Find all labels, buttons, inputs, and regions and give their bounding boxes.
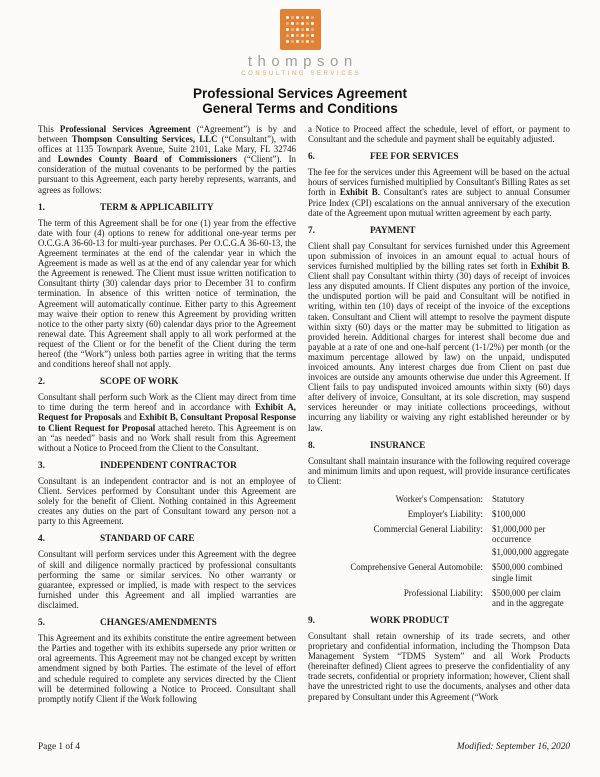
logo-dot — [306, 34, 309, 37]
bold-text-segment: Thompson Consulting Services, LLC — [71, 134, 218, 145]
logo-dot — [286, 28, 289, 31]
logo-dot — [311, 40, 314, 43]
document-title — [0, 86, 600, 116]
section-heading-label: FEE FOR SERVICES — [370, 152, 459, 163]
insurance-row — [308, 562, 570, 582]
section-heading-label: PAYMENT — [370, 225, 416, 236]
insurance-coverage-label: Employer's Liability: — [407, 509, 483, 520]
insurance-table — [308, 494, 570, 608]
body-paragraph — [308, 631, 570, 702]
text-segment: (“Client”). In consideration of the mutual covenants to be performed by the parties pursuant to this Agreement, each party hereby represents, warrants, and agrees as follows: — [38, 154, 296, 195]
logo-dot — [306, 40, 309, 43]
text-segment: (“Agreement”) is by and between — [38, 124, 297, 145]
logo-mark-icon — [280, 9, 321, 50]
insurance-coverage-label: Commercial General Liability: — [373, 524, 483, 535]
logo-dot — [306, 22, 309, 25]
section-heading — [38, 461, 296, 471]
insurance-coverage-label: Professional Liability: — [403, 587, 483, 598]
section-heading-label: CHANGES/AMENDMENTS — [100, 618, 217, 629]
logo-dot — [296, 16, 299, 19]
insurance-coverage-label: Comprehensive General Automobile: — [350, 562, 483, 573]
text-segment: Consultant shall perform such Work as the Client may direct from time to time during the term hereof and in accordance with — [38, 392, 296, 413]
logo-dot — [296, 40, 299, 43]
logo-dot — [301, 34, 304, 37]
bold-text-segment: Exhibit B — [339, 187, 378, 198]
body-paragraph — [38, 392, 296, 453]
section-heading-label: WORK PRODUCT — [370, 615, 449, 626]
logo-dot — [291, 40, 294, 43]
section-heading — [38, 618, 296, 628]
section-heading-label: STANDARD OF CARE — [100, 534, 195, 545]
logo-tagline: CONSULTING SERVICES — [241, 71, 362, 77]
logo-dot — [311, 34, 314, 37]
section-heading — [38, 203, 296, 213]
logo-dot — [301, 40, 304, 43]
logo-dot — [296, 22, 299, 25]
logo-company-name: thompson — [247, 53, 358, 70]
insurance-row — [308, 494, 570, 504]
bold-text-segment: Exhibit B, Consultant Proposal Response to Client Request for Proposal — [38, 412, 296, 433]
section-number: 6. — [308, 152, 315, 163]
logo-dot — [291, 28, 294, 31]
logo-dot — [311, 16, 314, 19]
text-segment: (“Consultant”), with offices at 1135 Townpark Avenue, Suite 2101, Lake Mary, FL 32746 and — [38, 134, 296, 165]
text-segment: This Agreement and its exhibits constitute the entire agreement between the Parties and together with its exhibits supersede any prior written or oral agreements. This Agreement may not be changed except by written amendment signed by both Parties. The estimate of the level of effort and schedule required to complete any services directed by the Client will be determined following a Notice to Proceed. Consultant shall promptly notify Client if the Work following — [38, 633, 296, 704]
modified-date: Modified: September 16, 2020 — [456, 742, 570, 752]
insurance-coverage-value: $500,000 combined single limit — [492, 562, 563, 583]
insurance-coverage-values — [492, 509, 570, 519]
bold-text-segment: Lowndes County Board of Commissioners — [57, 154, 237, 165]
document-header — [0, 0, 600, 116]
section-heading — [308, 616, 570, 626]
section-number: 4. — [38, 534, 45, 545]
section-number: 2. — [38, 377, 45, 388]
logo-dot — [301, 16, 304, 19]
bold-text-segment: Exhibit A, Request for Proposals — [38, 402, 296, 423]
insurance-coverage-value: Statutory — [492, 494, 525, 504]
section-heading — [38, 377, 296, 387]
section-number: 8. — [308, 440, 315, 451]
bold-text-segment: Exhibit B — [530, 261, 568, 272]
right-column — [308, 124, 570, 709]
insurance-coverage-values — [492, 588, 570, 608]
logo-dot — [291, 22, 294, 25]
body-paragraph — [308, 456, 570, 486]
section-heading — [38, 534, 296, 544]
section-heading-label: TERM & APPLICABILITY — [100, 202, 214, 213]
logo-dot — [286, 40, 289, 43]
bold-text-segment: Professional Services Agreement — [59, 124, 191, 134]
insurance-coverage-values — [492, 494, 570, 504]
text-segment: . Client shall pay Consultant within thirty (30) days of receipt of invoices less any disputed amounts. If Client disputes any portion of the invoice, the undisputed portion will be paid and Consultant will be notified in writing, within ten (10) days of receipt of the invoice of the exceptions taken. Consultant and Client will attempt to resolve the payment dispute within sixty (60) days or the matter may be submitted to litigation as provided herein. Additional charges for interest shall become due and payable at a rate of one and one-half percent (1-1/2%) per month (or the maximum percentage allowed by law) on the unpaid, undisputed invoiced amounts. Any interest charges due from Client on past due invoices are outside any amounts otherwise due under this Agreement. If Client fails to pay undisputed invoiced amounts within sixty (60) days after delivery of invoice, Consultant, at its sole discretion, may suspend services hereunder or may initiate collections proceedings, without incurring any liability or waiving any right established hereunder or by law. — [308, 261, 570, 433]
insurance-coverage-value: $100,000 — [492, 509, 526, 520]
body-paragraph — [38, 124, 296, 195]
insurance-coverage-value: $1,000,000 aggregate — [492, 547, 569, 558]
section-number: 3. — [38, 460, 45, 471]
text-segment: a Notice to Proceed affect the schedule, level of effort, or payment to Consultant and the schedule and payment shall be equitably adjusted. — [308, 124, 570, 145]
company-logo — [0, 9, 600, 77]
section-heading — [308, 152, 570, 162]
text-segment: Consultant shall maintain insurance with the following required coverage and minimum limits and upon request, will provide insurance certificates to Client: — [308, 455, 570, 486]
text-segment: attached hereto. This Agreement is on an “as needed” basis and no Work shall result from this Agreement without a Notice to Proceed from the Client to the Consultant. — [38, 422, 296, 453]
text-segment: Consultant will perform services under this Agreement with the degree of skill and diligence normally practiced by professional consultants performing the same or similar services. No other warranty or guarantee, expressed or implied, is made with respect to the services furnished under this Agreement and all implied warranties are disclaimed. — [38, 549, 296, 610]
logo-dot — [301, 22, 304, 25]
logo-dot — [311, 28, 314, 31]
body-paragraph — [38, 633, 296, 704]
insurance-coverage-values — [492, 524, 570, 557]
body-paragraph — [38, 218, 296, 369]
section-heading — [308, 226, 570, 236]
text-segment: Client shall pay Consultant for services furnished under this Agreement upon submission of invoices in an amount equal to actual hours of services furnished multiplied by the billing rates set forth in — [308, 240, 570, 272]
section-heading-label: SCOPE OF WORK — [100, 377, 179, 388]
text-segment: The fee for the services under this Agreement will be based on the actual hours of services furnished multiplied by Consultant's Billing Rates as set forth in — [308, 167, 570, 198]
document-body — [0, 116, 600, 709]
logo-dot — [291, 34, 294, 37]
logo-dot — [286, 16, 289, 19]
document-footer — [38, 742, 570, 752]
section-number: 1. — [38, 202, 45, 213]
text-segment: This — [38, 124, 60, 134]
left-column — [38, 124, 296, 709]
logo-dot — [291, 16, 294, 19]
insurance-row — [308, 524, 570, 557]
logo-dot — [306, 16, 309, 19]
body-paragraph — [308, 124, 570, 144]
insurance-coverage-values — [492, 562, 570, 582]
logo-dot — [311, 22, 314, 25]
text-segment: and — [121, 412, 140, 423]
insurance-coverage-value: $1,000,000 per occurrence — [492, 524, 546, 545]
section-number: 5. — [38, 618, 45, 629]
logo-dot — [301, 28, 304, 31]
section-heading-label: INDEPENDENT CONTRACTOR — [100, 460, 237, 471]
insurance-coverage-value: $500,000 per claim and in the aggregate — [492, 587, 564, 608]
logo-dot — [286, 34, 289, 37]
text-segment: Consultant is an independent contractor and is not an employee of Client. Services performed by Consultant under this Agreement are solely for the benefit of Client. Nothing contained in this Agreement creates any duties on the part of Consultant toward any person not a party to this Agreement. — [38, 475, 296, 527]
document-title-line2: General Terms and Conditions — [202, 101, 398, 116]
text-segment: . Consultant's rates are subject to annual Consumer Price Index (CPI) escalations on the annual anniversary of the execution date of the Agreement upon mutual written agreement by each party. — [308, 187, 570, 218]
text-segment: The term of this Agreement shall be for one (1) year from the effective date with four (4) options to renew for additional one-year terms per O.C.G.A 36-60-13 for multi-year purchases. Per O.C.G.A 36-60-13, the Agreement terminates at the end of the calendar year in which the Agreement is made as well as at the end of any calendar year for which the Agreement is renewed. The Client must issue written notification to Consultant thirty (30) calendar days prior to December 31 to confirm termination. In absence of this written notice of termination, the Agreement will automatically continue. Either party to this Agreement may waive their option to renew this Agreement by providing written notice to the other party sixty (60) calendar days prior to the Agreement renewal date. This Agreement shall apply to all work performed at the request of the Client or for the benefit of the Client during the term hereof (the “Work”) unless both parties agree in writing that the terms and conditions hereof shall not apply. — [38, 217, 296, 370]
logo-dot — [306, 28, 309, 31]
section-number: 7. — [308, 225, 315, 236]
logo-dot — [296, 28, 299, 31]
section-heading — [308, 441, 570, 451]
body-paragraph — [38, 476, 296, 526]
text-segment: Consultant shall retain ownership of its trade secrets, and other proprietary and confidential information, including the Thompson Data Management System “TDMS System” and all Work Products (hereinafter defined) Client agrees to preserve the confidentiality of any trade secrets, confidential or propriety information; however, Client shall have the unrestricted right to use the documents, analyses and other data prepared by Consultant under this Agreement (“Work — [308, 630, 570, 702]
logo-dot — [296, 34, 299, 37]
section-heading-label: INSURANCE — [370, 440, 426, 451]
body-paragraph — [308, 167, 570, 217]
insurance-row — [308, 588, 570, 608]
section-number: 9. — [308, 615, 315, 626]
page-number: Page 1 of 4 — [38, 742, 81, 752]
body-paragraph — [308, 241, 570, 433]
body-paragraph — [38, 549, 296, 610]
logo-dot — [286, 22, 289, 25]
insurance-coverage-label: Worker's Compensation: — [395, 494, 483, 504]
insurance-row — [308, 509, 570, 519]
document-title-line1: Professional Services Agreement — [192, 86, 408, 101]
